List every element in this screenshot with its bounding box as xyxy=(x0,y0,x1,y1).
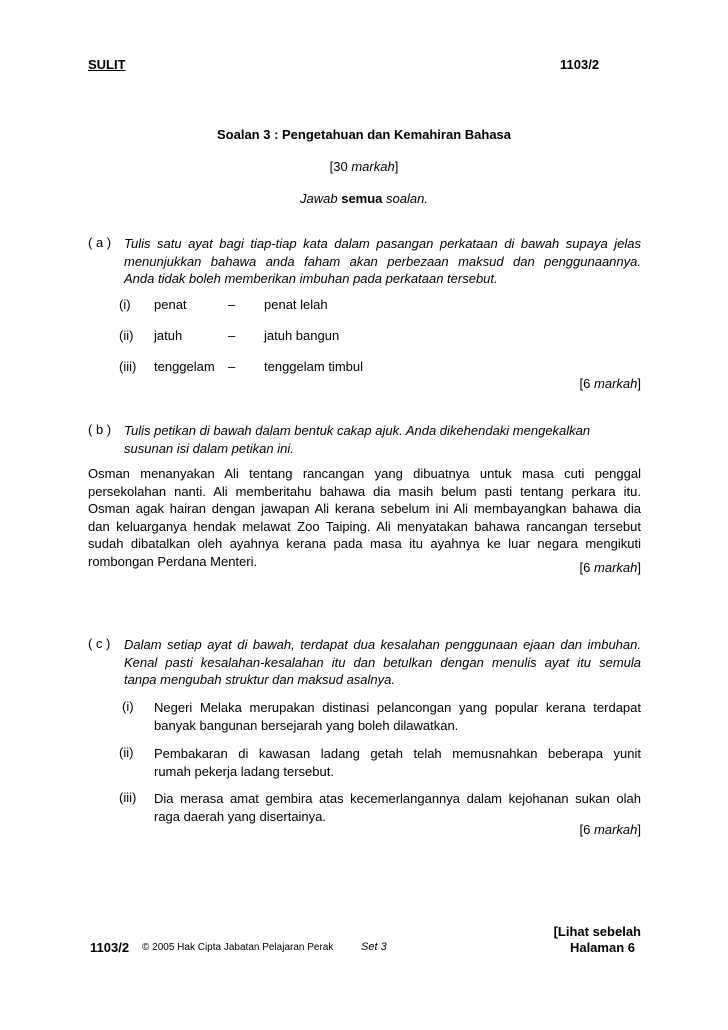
footer-copyright: © 2005 Hak Cipta Jabatan Pelajaran Perak xyxy=(142,942,334,953)
item-number: (iii) xyxy=(119,790,137,805)
passage-line: rombongan Perdana Menteri. xyxy=(88,553,258,569)
marks-num: [6 xyxy=(579,560,595,575)
section-c-instr-line: tanpa mengubah struktur dan maksud asalnya. xyxy=(124,672,396,687)
marks-num: [6 xyxy=(579,822,595,837)
marks-close: ] xyxy=(637,376,641,391)
sentence-line: raga daerah yang disertainya. xyxy=(154,808,327,824)
item-word: tenggelam xyxy=(154,359,215,374)
section-b-instructions xyxy=(124,422,641,457)
item-number: (ii) xyxy=(119,328,134,343)
footer-set: Set 3 xyxy=(361,941,387,953)
item-number: (i) xyxy=(122,699,134,714)
section-b-instr-line: susunan isi dalam petikan ini. xyxy=(124,440,294,456)
item-word: jatuh xyxy=(154,328,183,343)
total-marks-num: [30 xyxy=(329,159,352,174)
section-c-instructions xyxy=(124,636,641,689)
footer-see-next: [Lihat sebelah xyxy=(553,924,641,939)
section-c-instr-line: Dalam setiap ayat di bawah, terdapat dua kesalahan penggunaan ejaan dan imbuhan. xyxy=(124,637,641,652)
passage-line: Osman menanyakan Ali tentang rancangan yang dibuatnya untuk masa cuti penggal xyxy=(88,466,641,481)
sentence-line: rumah pekerja ladang tersebut. xyxy=(154,763,334,779)
section-a-instr-line: menunjukkan bahawa anda faham akan perbezaan maksud dan penggunaannya. xyxy=(124,253,641,269)
item-pair: penat lelah xyxy=(264,297,328,312)
item-word: penat xyxy=(154,297,187,312)
instruction xyxy=(88,191,640,206)
section-a-label: ( a ) xyxy=(88,235,112,250)
marks-word: markah xyxy=(594,376,638,391)
section-c-label: ( c ) xyxy=(88,636,111,651)
header-code: 1103/2 xyxy=(560,57,600,72)
item-dash: – xyxy=(228,328,236,343)
instruction-b: semua xyxy=(341,191,383,206)
passage xyxy=(88,465,641,570)
sentence-line: banyak bangunan bersejarah yang boleh dilawatkan. xyxy=(154,717,459,733)
total-marks-close: ] xyxy=(394,159,399,174)
section-a-instr-line: Tulis satu ayat bagi tiap-tiap kata dalam pasangan perkataan di bawah supaya jelas xyxy=(124,236,641,251)
section-a-instructions xyxy=(124,235,641,288)
footer-page-number: Halaman 6 xyxy=(569,940,635,955)
marks-word: markah xyxy=(594,822,638,837)
sentence-line: Dia merasa amat gembira atas kecemerlangannya dalam kejohanan sukan olah xyxy=(154,791,641,806)
header-sulit: SULIT xyxy=(88,57,126,72)
item-dash: – xyxy=(228,359,236,374)
footer-code: 1103/2 xyxy=(90,940,130,955)
section-c-marks xyxy=(500,822,641,837)
passage-line: dan keluarganya hendak melawat Zoo Taiping. Ali menyatakan bahawa rancangan tersebut xyxy=(88,518,641,534)
section-b-marks xyxy=(500,560,641,575)
section-b-label: ( b ) xyxy=(88,422,112,437)
sentence-item xyxy=(154,790,641,825)
marks-word: markah xyxy=(594,560,638,575)
instruction-a: Jawab xyxy=(300,191,342,206)
marks-close: ] xyxy=(637,822,641,837)
item-pair: jatuh bangun xyxy=(264,328,340,343)
section-a-marks xyxy=(500,376,641,391)
passage-line: sudah dibatalkan oleh ayahnya kerana pada masa itu ayahnya ke luar negara mengikuti xyxy=(88,536,641,551)
section-a-instr-line: Anda tidak boleh memberikan imbuhan pada perkataan tersebut. xyxy=(124,271,498,286)
marks-close: ] xyxy=(637,560,641,575)
sentence-line: Pembakaran di kawasan ladang getah telah memusnahkan beberapa yunit xyxy=(154,746,641,761)
page-title: Soalan 3 : Pengetahuan dan Kemahiran Bahasa xyxy=(216,127,512,142)
item-pair: tenggelam timbul xyxy=(264,359,363,374)
item-number: (ii) xyxy=(119,745,134,760)
passage-line: Osman agak hairan dengan jawapan Ali kerana sebelum ini Ali membayangkan bahawa dia xyxy=(88,501,641,516)
total-marks xyxy=(88,159,640,174)
total-marks-word: markah xyxy=(351,159,395,174)
sentence-line: Negeri Melaka merupakan distinasi pelancongan yang popular kerana terdapat xyxy=(154,700,641,715)
passage-line: persekolahan nanti. Ali memberitahu bahawa dia masih belum pasti tentang perkara itu. xyxy=(88,483,641,499)
item-dash: – xyxy=(228,297,236,312)
section-b-instr-line: Tulis petikan di bawah dalam bentuk cakap ajuk. Anda dikehendaki mengekalkan xyxy=(124,423,591,438)
item-number: (iii) xyxy=(119,359,137,374)
instruction-c: soalan. xyxy=(382,191,428,206)
section-c-instr-line: Kenal pasti kesalahan-kesalahan itu dan betulkan dengan menulis ayat itu semula xyxy=(124,654,641,670)
marks-num: [6 xyxy=(579,376,595,391)
sentence-item xyxy=(154,745,641,780)
item-number: (i) xyxy=(119,297,131,312)
sentence-item xyxy=(154,699,641,734)
